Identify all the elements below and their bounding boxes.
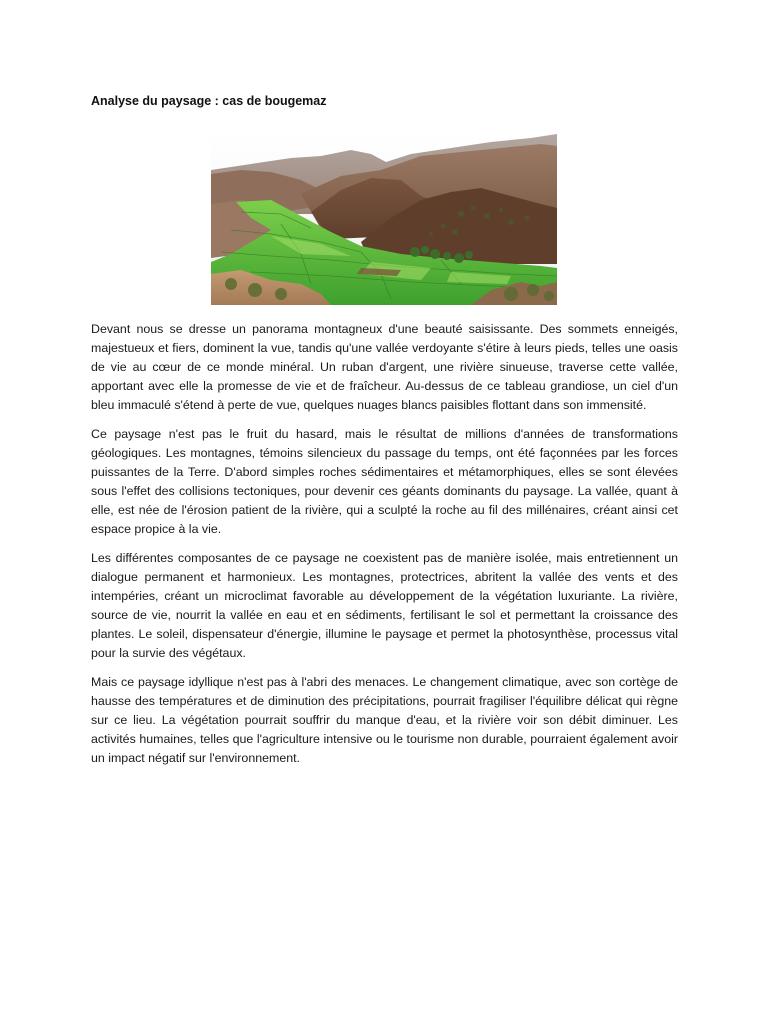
- paragraph-2: Ce paysage n'est pas le fruit du hasard, mais le résultat de millions d'années de transformations géologiques. Les montagnes, témoins silencieux du passage du temps, ont été façonnées par les forces puissantes de la Terre. D'abord simples roches sédimentaires et métamorphiques, elles se sont élevées sous l'effet des collisions tectoniques, pour devenir ces géants dominants du paysage. La vallée, quant à elle, est née de l'érosion patient de la rivière, qui a sculpté la roche au fil des millénaires, créant ainsi cet espace propice à la vie.: [91, 427, 678, 536]
- document-title: Analyse du paysage : cas de bougemaz: [91, 94, 327, 108]
- paragraph-1: Devant nous se dresse un panorama montagneux d'une beauté saisissante. Des sommets enneigés, majestueux et fiers, dominent la vue, tandis qu'une vallée verdoyante s'étire à leurs pieds, telles une oasis de vie au cœur de ce monde minéral. Un ruban d'argent, une rivière sinueuse, traverse cette vallée, apportant avec elle la promesse de vie et de fraîcheur. Au-dessus de ce tableau grandiose, un ciel d'un bleu immaculé s'étend à perte de vue, quelques nuages blancs paisibles flottant dans son immensité.: [91, 322, 678, 412]
- paragraph-4: Mais ce paysage idyllique n'est pas à l'abri des menaces. Le changement climatique, avec son cortège de hausse des températures et de diminution des précipitations, pourrait fragiliser l'équilibre délicat qui règne sur ce lieu. La végétation pourrait souffrir du manque d'eau, et la rivière voir son débit diminuer. Les activités humaines, telles que l'agriculture intensive ou le tourisme non durable, pourraient également avoir un impact négatif sur l'environnement.: [91, 675, 678, 765]
- paragraph-3: Les différentes composantes de ce paysage ne coexistent pas de manière isolée, mais entretiennent un dialogue permanent et harmonieux. Les montagnes, protectrices, abritent la vallée des vents et des intempéries, créant un microclimat favorable au développement de la végétation luxuriante. La rivière, source de vie, nourrit la vallée en eau et en sédiments, fertilisant le sol et permettant la croissance des plantes. Le soleil, dispensateur d'énergie, illumine le paysage et permet la photosynthèse, processus vital pour la survie des végétaux.: [91, 551, 678, 660]
- landscape-photo: [211, 134, 557, 305]
- document-body: [91, 320, 678, 778]
